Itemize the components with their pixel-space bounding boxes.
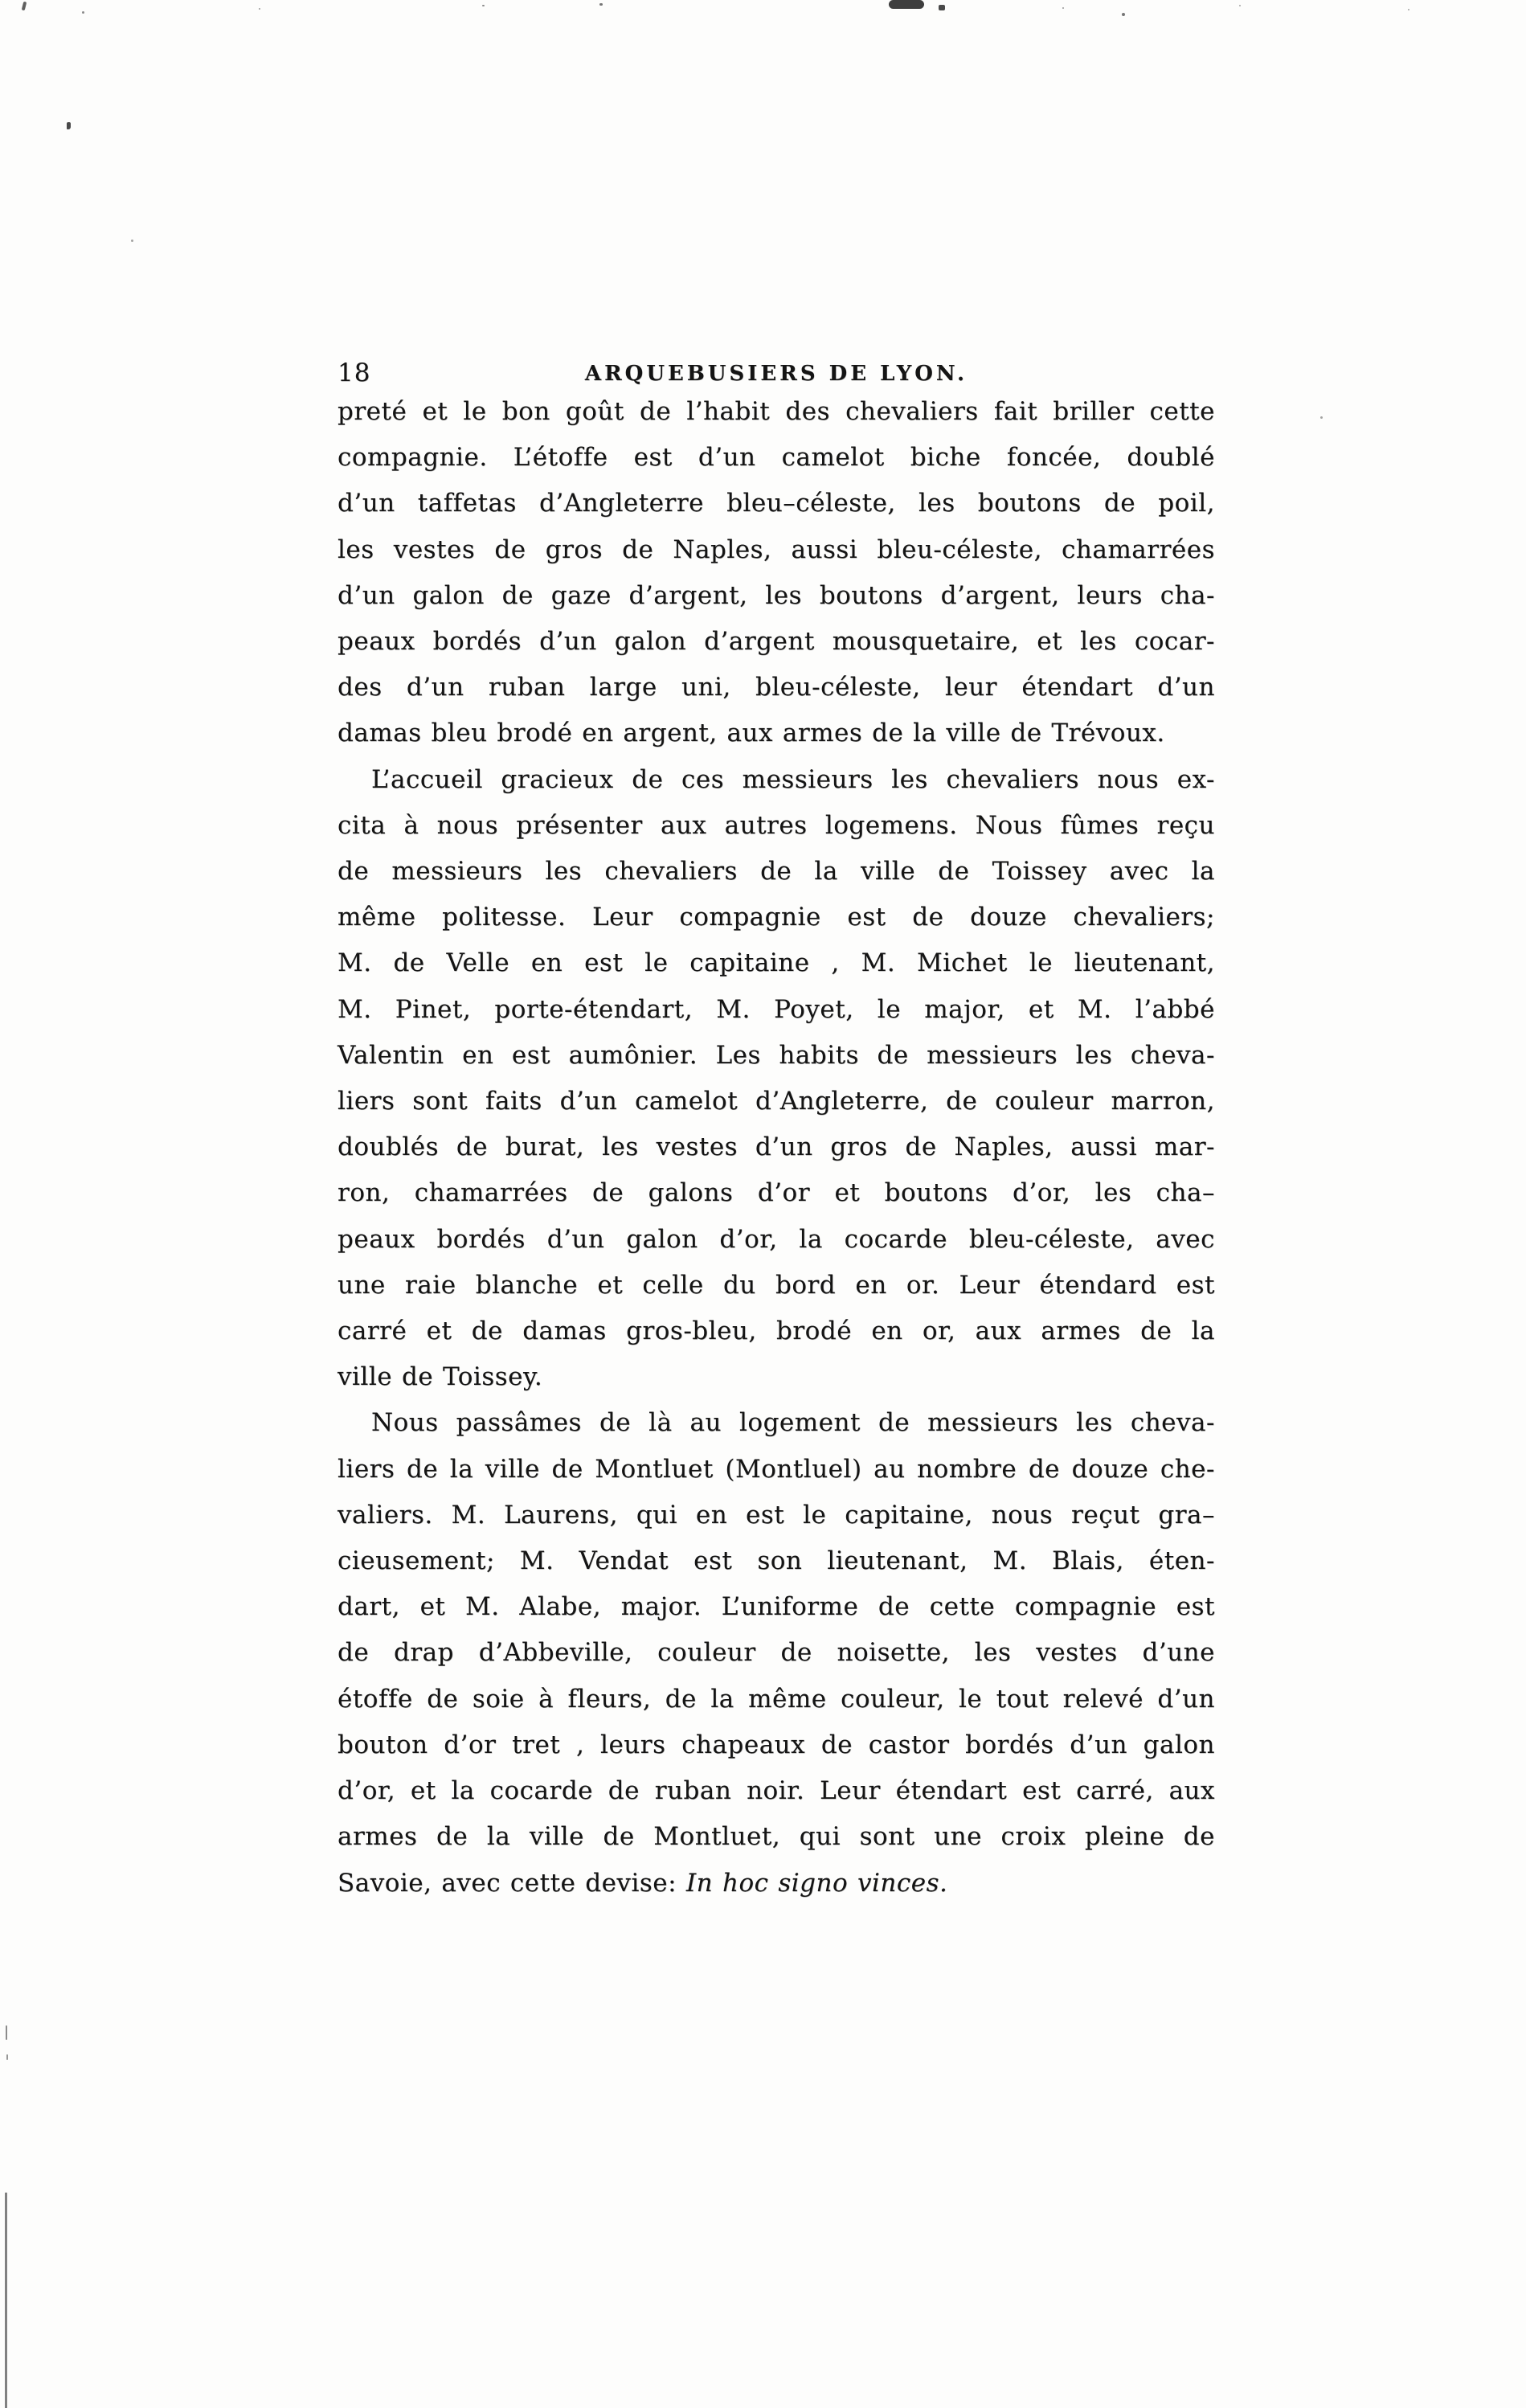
text-line: d’un galon de gaze d’argent, les boutons d’argent, leurs cha- <box>338 580 1215 610</box>
text-run: Savoie, avec cette devise: <box>338 1868 686 1898</box>
text-line: bouton d’or tret , leurs chapeaux de castor bordés d’un galon <box>338 1730 1215 1759</box>
text-line: de messieurs les chevaliers de la ville de Toissey avec la <box>338 857 1215 887</box>
scan-noise <box>482 5 485 6</box>
scan-noise <box>22 2 27 11</box>
scan-noise <box>1408 9 1409 10</box>
text-line: d’un taffetas d’Angleterre bleu–céleste, les boutons de poil, <box>338 489 1215 518</box>
text-line: compagnie. L’étoffe est d’un camelot biche foncée, doublé <box>338 443 1215 473</box>
scan-noise <box>1062 7 1064 9</box>
text-block <box>338 389 1215 1906</box>
scan-noise <box>82 11 84 14</box>
running-title: ARQUEBUSIERS DE LYON. <box>584 362 968 386</box>
text-line: Valentin en est aumônier. Les habits de messieurs les cheva- <box>338 1040 1215 1070</box>
paragraph <box>338 389 1215 757</box>
motto-italic: In hoc signo vinces. <box>685 1868 948 1898</box>
text-line: de drap d’Abbeville, couleur de noisette, les vestes d’une <box>338 1638 1215 1668</box>
text-line: L’accueil gracieux de ces messieurs les chevaliers nous ex- <box>371 764 1215 794</box>
text-line: liers de la ville de Montluet (Montluel) au nombre de douze che- <box>338 1454 1215 1484</box>
text-line: même politesse. Leur compagnie est de douze chevaliers; <box>338 903 1215 932</box>
text-line: d’or, et la cocarde de ruban noir. Leur étendart est carré, aux <box>338 1776 1215 1806</box>
scan-noise <box>259 8 260 10</box>
scan-noise <box>1122 13 1125 16</box>
scan-noise <box>6 2025 7 2040</box>
text-line: armes de la ville de Montluet, qui sont une croix pleine de <box>338 1822 1215 1852</box>
text-line: damas bleu brodé en argent, aux armes de la ville de Trévoux. <box>338 719 1165 748</box>
text-line: peaux bordés d’un galon d’argent mousquetaire, et les cocar- <box>338 627 1215 657</box>
page-number: 18 <box>338 358 371 387</box>
text-line: peaux bordés d’un galon d’or, la cocarde bleu-céleste, avec <box>338 1224 1215 1254</box>
text-line: des d’un ruban large uni, bleu-céleste, leur étendart d’un <box>338 673 1215 702</box>
text-line: cieusement; M. Vendat est son lieutenant, M. Blais, éten- <box>338 1546 1215 1576</box>
text-line: dart, et M. Alabe, major. L’uniforme de cette compagnie est <box>338 1592 1215 1622</box>
text-line: valiers. M. Laurens, qui en est le capitaine, nous reçut gra– <box>338 1500 1215 1530</box>
scan-noise <box>131 240 133 242</box>
scan-noise <box>1239 5 1241 6</box>
running-head <box>338 357 1215 391</box>
text-line: ron, chamarrées de galons d’or et boutons d’or, les cha– <box>338 1178 1215 1208</box>
paragraph <box>338 757 1215 1401</box>
text-line <box>338 1861 1215 1906</box>
text-line: cita à nous présenter aux autres logemens. Nous fûmes reçu <box>338 810 1215 840</box>
text-line: preté et le bon goût de l’habit des chevaliers fait briller cette <box>338 397 1215 426</box>
text-line: ville de Toissey. <box>338 1362 543 1392</box>
text-line: liers sont faits d’un camelot d’Angleterre, de couleur marron, <box>338 1087 1215 1116</box>
scan-noise <box>599 3 603 6</box>
scan-noise <box>889 0 924 9</box>
scan-noise <box>5 2193 7 2408</box>
text-line: doublés de burat, les vestes d’un gros de Naples, aussi mar- <box>338 1132 1215 1162</box>
text-line: les vestes de gros de Naples, aussi bleu-céleste, chamarrées <box>338 534 1215 564</box>
scan-noise <box>6 2054 8 2060</box>
paragraph <box>338 1400 1215 1906</box>
scan-noise <box>67 122 71 129</box>
text-line: carré et de damas gros-bleu, brodé en or, aux armes de la <box>338 1317 1215 1346</box>
text-line: M. de Velle en est le capitaine , M. Michet le lieutenant, <box>338 948 1215 978</box>
scan-noise <box>939 5 945 10</box>
scan-noise <box>1320 416 1323 419</box>
text-line: M. Pinet, porte-étendart, M. Poyet, le major, et M. l’abbé <box>338 994 1215 1024</box>
text-line: une raie blanche et celle du bord en or. Leur étendard est <box>338 1270 1215 1300</box>
text-line: Nous passâmes de là au logement de messieurs les cheva- <box>371 1408 1215 1438</box>
text-line: étoffe de soie à fleurs, de la même couleur, le tout relevé d’un <box>338 1684 1215 1714</box>
